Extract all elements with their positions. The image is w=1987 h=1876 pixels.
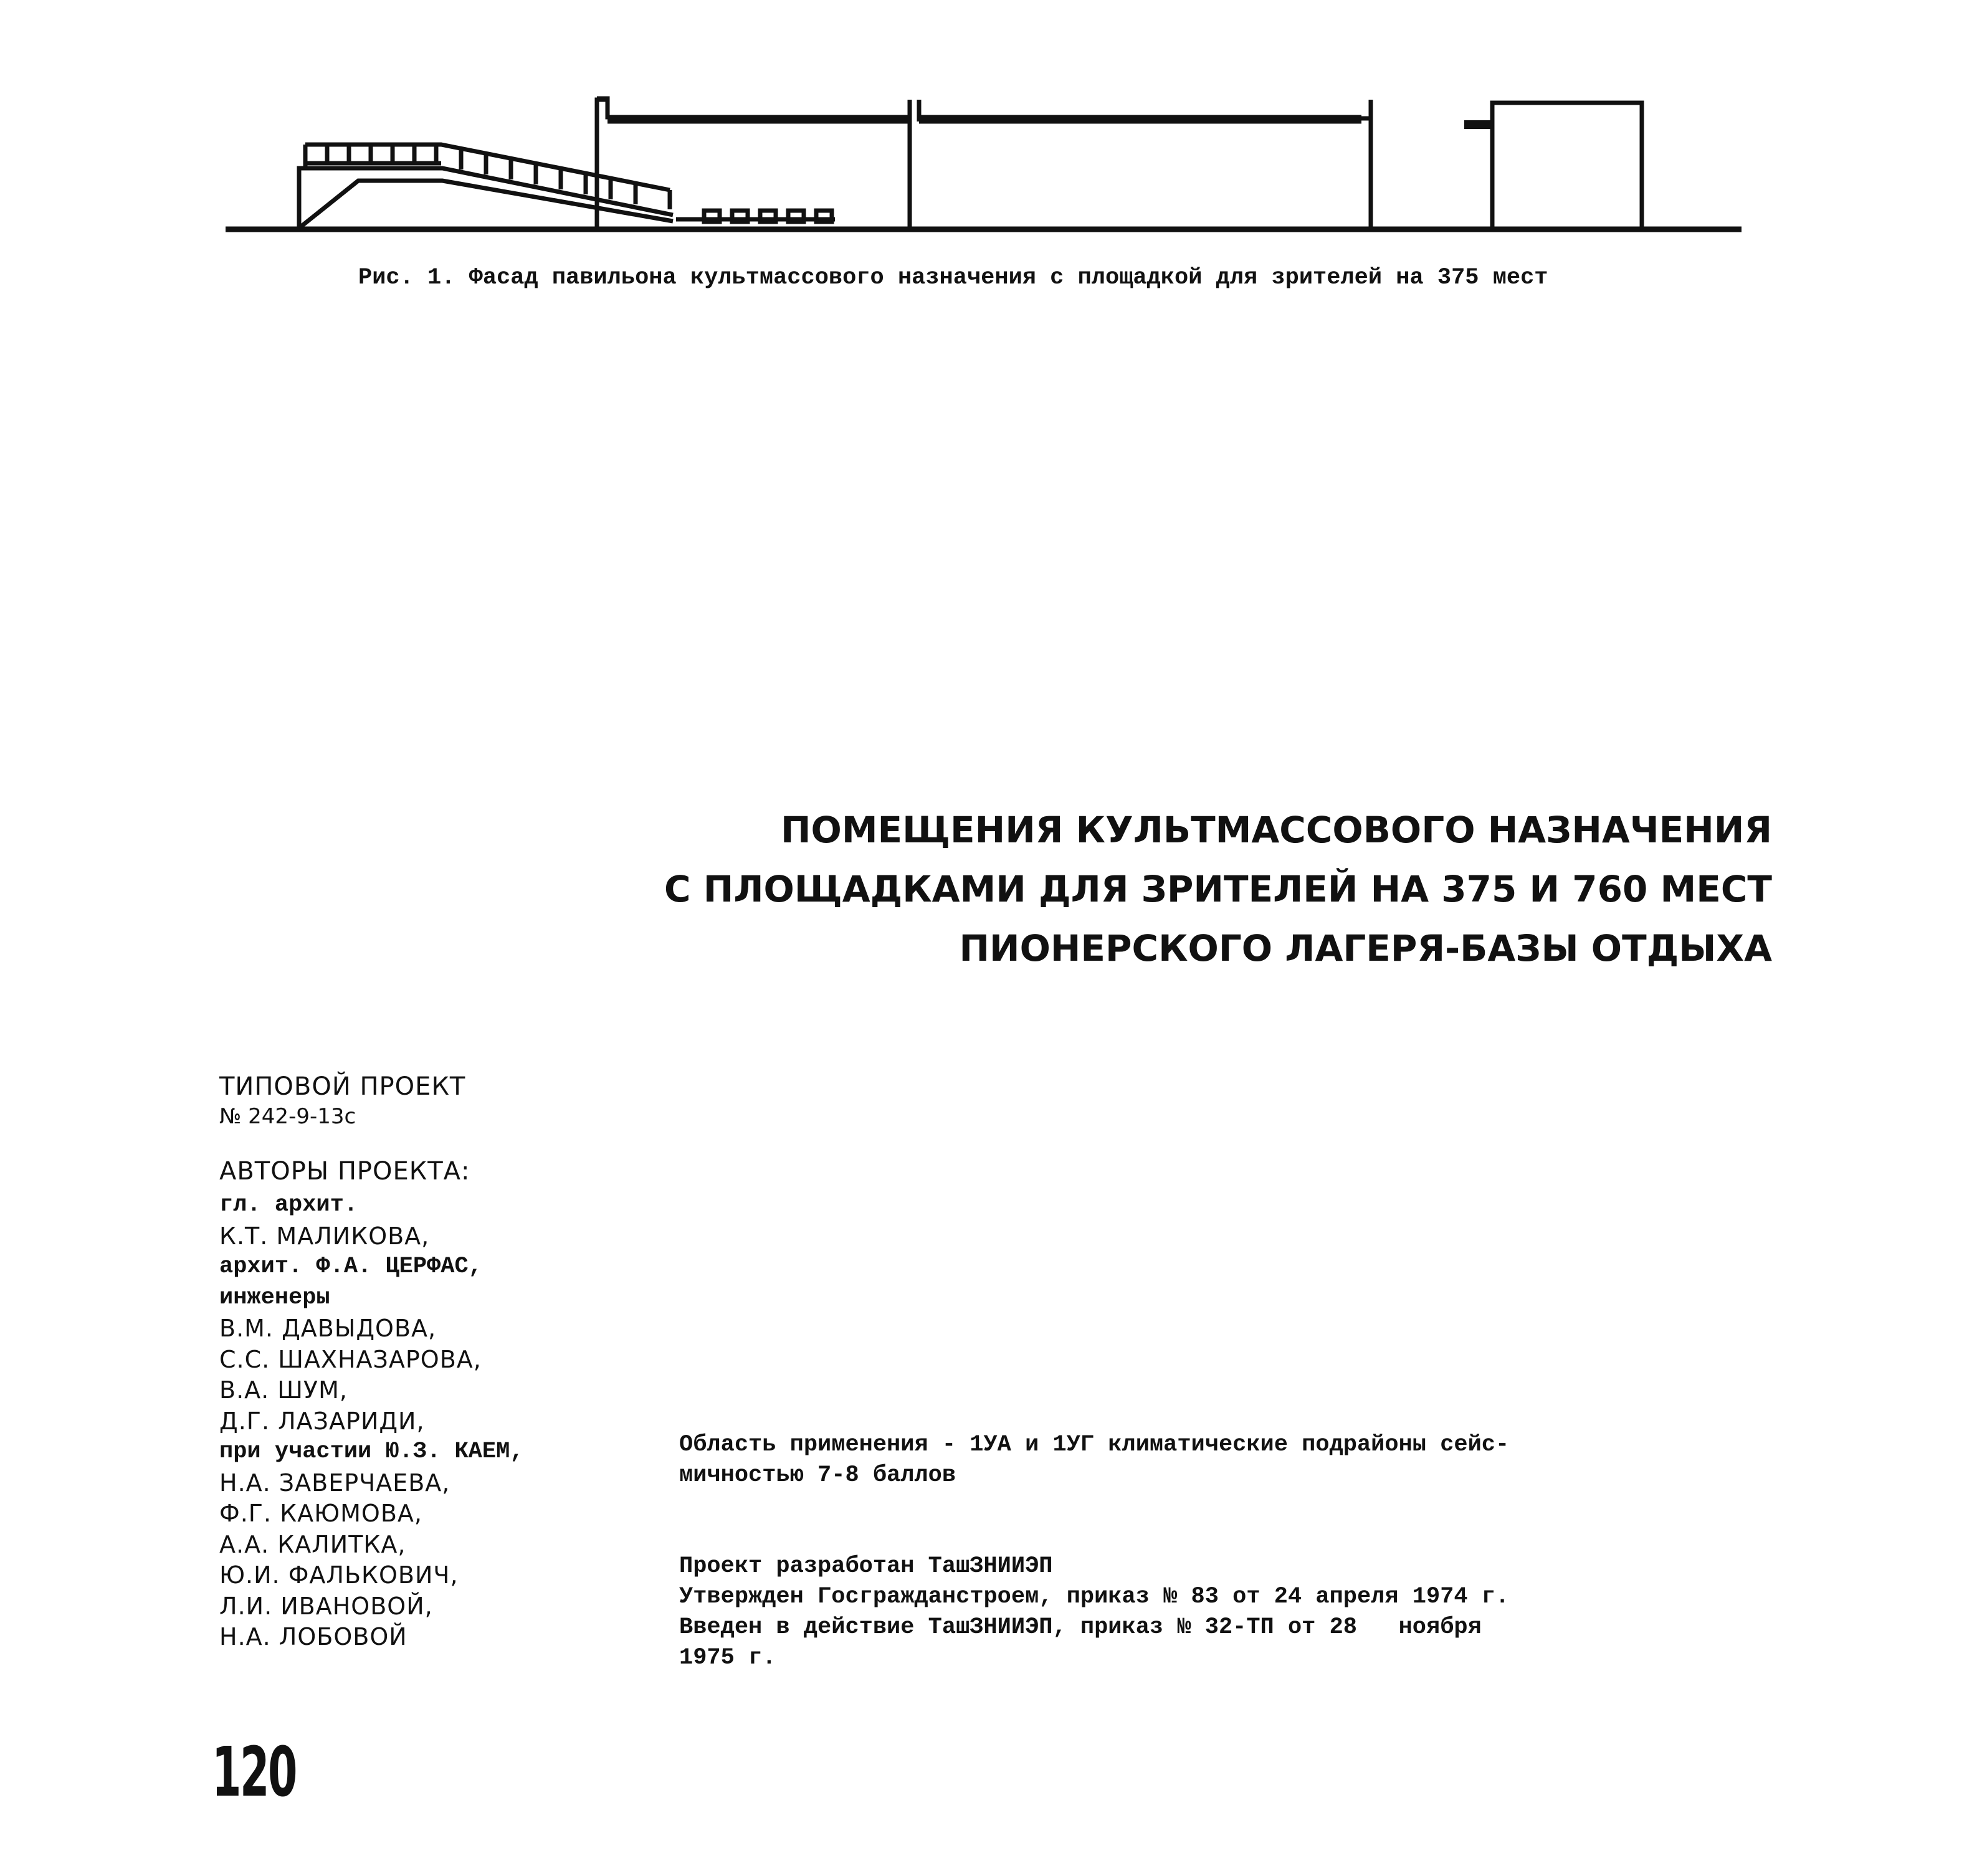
development-line-1: Проект разработан ТашЗНИИЭП	[679, 1553, 1053, 1579]
development-line-3: Введен в действие ТашЗНИИЭП, приказ № 32-ТП от 28 ноября	[679, 1614, 1482, 1640]
author-line: К.Т. МАЛИКОВА,	[219, 1222, 430, 1250]
author-line: Ю.И. ФАЛЬКОВИЧ,	[219, 1561, 459, 1589]
application-line-2: мичностью 7-8 баллов	[679, 1462, 956, 1488]
title-line-1: ПОМЕЩЕНИЯ КУЛЬТМАССОВОГО НАЗНАЧЕНИЯ	[780, 809, 1772, 851]
author-line: архит. Ф.А. ЦЕРФАС,	[219, 1254, 482, 1280]
author-line: А.А. КАЛИТКА,	[219, 1530, 406, 1558]
title-line-3: ПИОНЕРСКОГО ЛАГЕРЯ-БАЗЫ ОТДЫХА	[959, 927, 1772, 969]
authors-label: АВТОРЫ ПРОЕКТА:	[219, 1157, 470, 1186]
figure-caption: Рис. 1. Фасад павильона культмассового назначения с площадкой для зрителей на 375 мест	[358, 265, 1548, 291]
facade-drawing	[0, 0, 1987, 249]
author-line: Ф.Г. КАЮМОВА,	[219, 1500, 422, 1527]
author-line: гл. архит.	[219, 1192, 358, 1218]
author-line: В.М. ДАВЫДОВА,	[219, 1315, 437, 1342]
development-line-2: Утвержден Госгражданстроем, приказ № 83 от 24 апреля 1974 г.	[679, 1584, 1510, 1610]
author-line: Н.А. ЛОБОВОЙ	[219, 1623, 407, 1650]
project-number: № 242-9-13с	[219, 1104, 356, 1129]
author-line: В.А. ШУМ,	[219, 1376, 348, 1404]
project-details	[679, 1430, 1614, 1674]
page-number: 120	[212, 1732, 296, 1812]
author-line: Д.Г. ЛАЗАРИДИ,	[219, 1407, 425, 1435]
development-line-4: 1975 г.	[679, 1645, 776, 1671]
project-info	[219, 1072, 655, 1653]
project-label: ТИПОВОЙ ПРОЕКТ	[219, 1072, 466, 1101]
title-line-2: С ПЛОЩАДКАМИ ДЛЯ ЗРИТЕЛЕЙ НА 375 И 760 МЕСТ	[664, 868, 1772, 910]
author-line: Л.И. ИВАНОВОЙ,	[219, 1592, 433, 1620]
page-title	[526, 801, 1772, 978]
author-line: инженеры	[219, 1284, 330, 1311]
author-line: Н.А. ЗАВЕРЧАЕВА,	[219, 1469, 450, 1497]
author-line: при участии Ю.З. КАЕМ,	[219, 1439, 524, 1465]
application-line-1: Область применения - 1УА и 1УГ климатические подрайоны сейс-	[679, 1432, 1510, 1458]
author-line: С.С. ШАХНАЗАРОВА,	[219, 1345, 482, 1373]
spacer	[679, 1491, 1614, 1551]
authors-list	[219, 1190, 655, 1653]
